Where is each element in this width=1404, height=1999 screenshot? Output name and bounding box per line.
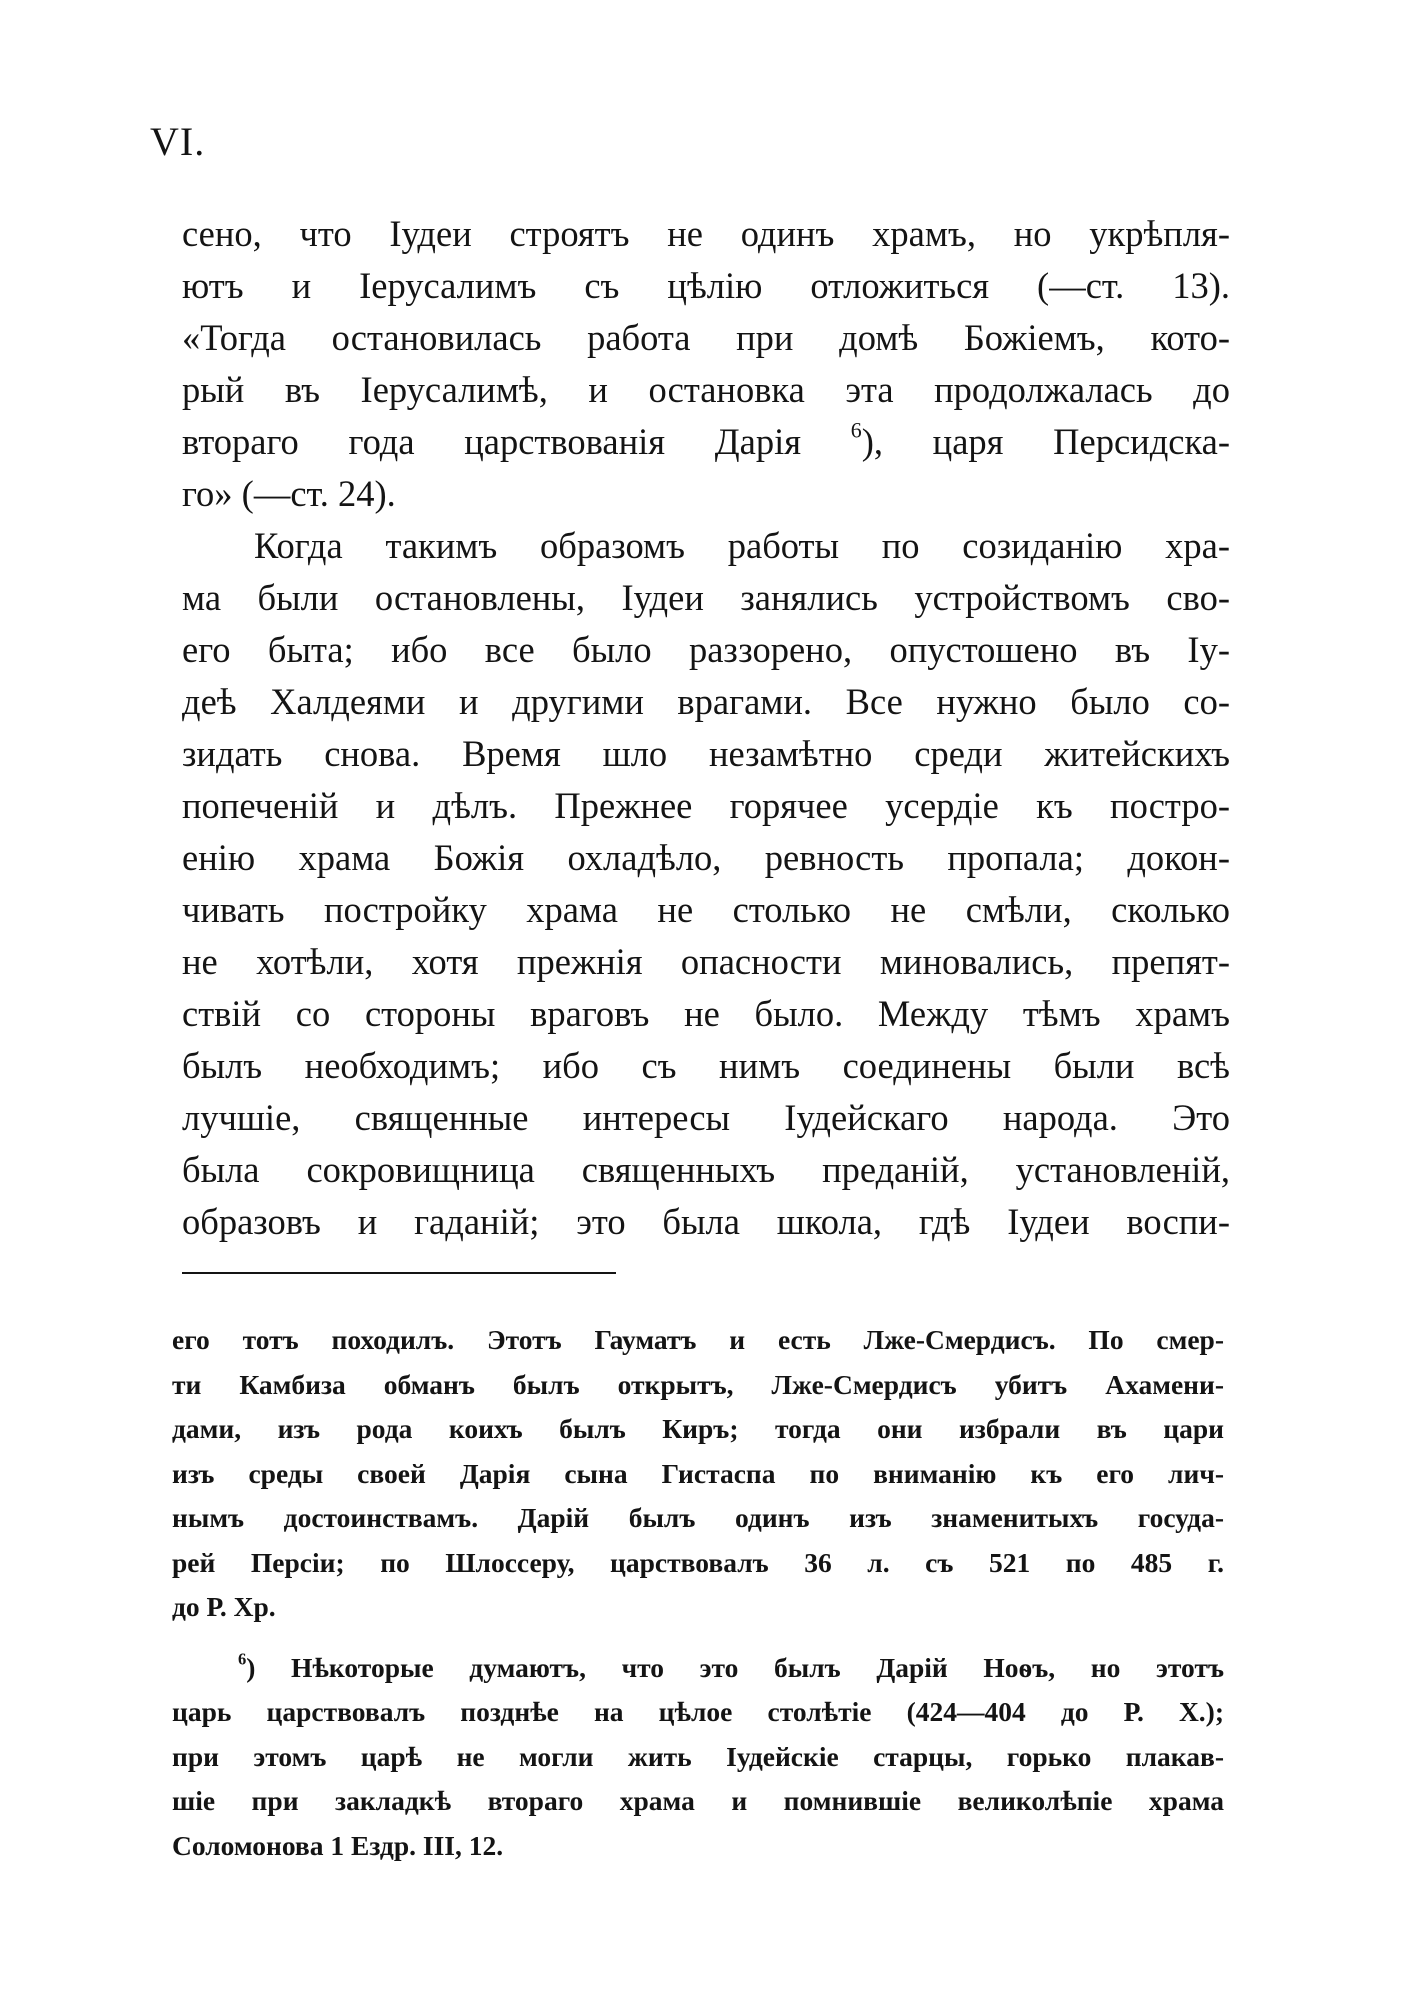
text-line: «Тогда остановилась работа при домѣ Божiемъ, кото-: [182, 317, 1230, 358]
text-line: попеченiй и дѣлъ. Прежнее горячее усердiе къ постро-: [182, 785, 1230, 826]
main-text: [182, 208, 1230, 1248]
text-line: [182, 416, 1230, 468]
text-line: го» (—ст. 24).: [182, 473, 396, 514]
footnote-line: дами, изъ рода коихъ былъ Киръ; тогда они избрали въ цари: [172, 1413, 1224, 1444]
paragraph-first-line: Когда такимъ образомъ работы по созиданiю хра-: [254, 525, 1230, 566]
text-line: образовъ и гаданiй; это была школа, гдѣ Iудеи воспи-: [182, 1201, 1230, 1242]
text-line: ютъ и Iерусалимъ съ цѣлiю отложиться (—ст. 13).: [182, 265, 1230, 306]
text-fragment: втораго года царствованiя Дарiя: [182, 421, 851, 462]
footnotes: [172, 1318, 1224, 1868]
text-line: лучшiе, священные интересы Iудейскаго народа. Это: [182, 1097, 1230, 1138]
footnote-line: ти Камбиза обманъ былъ открытъ, Лже-Смердисъ убитъ Ахамени-: [172, 1368, 1224, 1400]
text-line: зидать снова. Время шло незамѣтно среди житейскихъ: [182, 733, 1230, 774]
text-line: енiю храма Божiя охладѣло, ревность пропала; докон-: [182, 837, 1230, 878]
footnote-line: царь царствовалъ позднѣе на цѣлое столѣтiе (424—404 до Р. Х.);: [172, 1696, 1224, 1727]
footnote-line: изъ среды своей Дарiя сына Гистаспа по вниманiю къ его лич-: [172, 1457, 1224, 1489]
text-line: его быта; ибо все было раззорено, опустошено въ Iу-: [182, 629, 1230, 670]
text-line: деѣ Халдеями и другими врагами. Все нужно было со-: [182, 681, 1230, 722]
text-line: ма были остановлены, Iудеи занялись устройствомъ сво-: [182, 577, 1230, 618]
footnote-line: рей Персiи; по Шлоссеру, царствовалъ 36 л. съ 521 по 485 г.: [172, 1546, 1224, 1578]
footnote-line: шiе при закладкѣ втораго храма и помнившiе великолѣпiе храма: [172, 1785, 1224, 1816]
text-line: рый въ Iерусалимѣ, и остановка эта продолжалась до: [182, 369, 1230, 410]
footnote-line: нымъ достоинствамъ. Дарiй былъ одинъ изъ знаменитыхъ госуда-: [172, 1502, 1224, 1533]
footnote-line: до Р. Хр.: [172, 1591, 276, 1622]
text-line: была сокровищница священныхъ преданiй, установленiй,: [182, 1149, 1230, 1190]
text-line: былъ необходимъ; ибо съ нимъ соединены были всѣ: [182, 1045, 1230, 1086]
footnote-continuation: [172, 1318, 1224, 1630]
text-line: чивать постройку храма не столько не смѣли, сколько: [182, 889, 1230, 930]
text-line: ствiй со стороны враговъ не было. Между тѣмъ храмъ: [182, 993, 1230, 1034]
text-line: сено, что Iудеи строятъ не одинъ храмъ, но укрѣпля-: [182, 213, 1230, 254]
footnote-6: [172, 1646, 1224, 1869]
footnote-line: его тотъ походилъ. Этотъ Гауматъ и есть Лже-Смердисъ. По смер-: [172, 1324, 1224, 1355]
footnote-marker: 6: [850, 417, 862, 443]
footnote-line: [172, 1646, 1224, 1691]
text-line: не хотѣли, хотя прежнiя опасности миновались, препят-: [182, 941, 1230, 982]
footnote-line: при этомъ царѣ не могли жить Iудейскiе старцы, горько плакав-: [172, 1740, 1224, 1772]
footnote-separator: [182, 1272, 616, 1274]
footnote-line: Соломонова 1 Ездр. III, 12.: [172, 1829, 504, 1861]
footnote-marker: 6: [238, 1649, 247, 1669]
page-number: VI.: [150, 119, 206, 164]
text-fragment: ), царя Персидска-: [861, 421, 1230, 462]
text-fragment: ) Нѣкоторые думаютъ, что это былъ Дарiй Ноѳъ, но этотъ: [246, 1651, 1224, 1683]
